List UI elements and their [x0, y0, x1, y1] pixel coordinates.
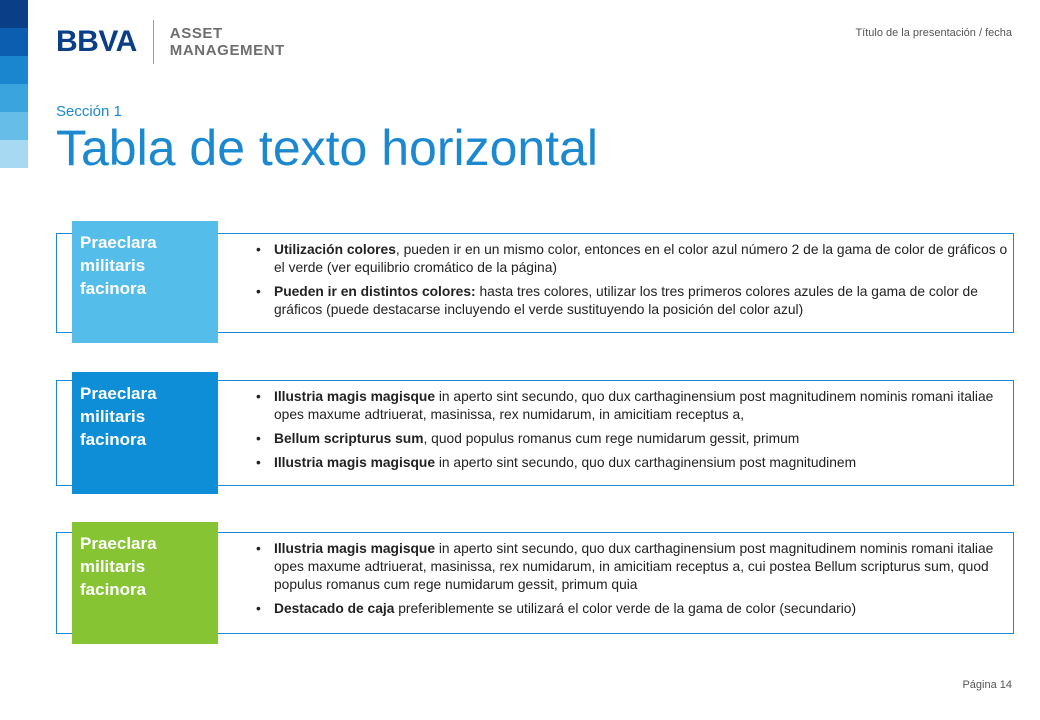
text-row-3 — [56, 522, 1014, 644]
row-2-bullets — [256, 388, 1010, 478]
row-1-tag — [72, 221, 218, 343]
brand-name: BBVA — [56, 25, 137, 58]
bullet-text: preferiblemente se utilizará el color verde de la gama de color (secundario) — [394, 601, 857, 616]
bullet-item — [256, 600, 1010, 618]
row-3-bullets — [256, 540, 1010, 624]
bullet-bold: Illustria magis magisque — [274, 455, 436, 470]
bullet-text: in aperto sint secundo, quo dux carthaginensium post magnitudinem — [435, 455, 857, 470]
row-3-tag-line: facinora — [80, 580, 147, 599]
bullet-text: hasta tres colores, utilizar los tres primeros colores azules de la gama de color de gráficos (puede destacarse incluyendo el verde sustituyendo la posición del color azul) — [274, 284, 978, 317]
row-2-tag-line: facinora — [80, 430, 147, 449]
page-title: Tabla de texto horizontal — [56, 120, 599, 176]
bullet-item — [256, 430, 1010, 448]
bullet-bold: Destacado de caja — [274, 601, 395, 616]
row-1-tag-line: Praeclara — [80, 233, 157, 252]
row-2-tag — [72, 372, 218, 494]
bullet-item — [256, 283, 1010, 319]
brand-subtitle-line2: MANAGEMENT — [169, 42, 285, 59]
text-row-1 — [56, 221, 1014, 343]
row-1-bullets — [256, 241, 1010, 325]
logo-divider — [153, 20, 154, 64]
bullet-text: , pueden ir en un mismo color, entonces en el color azul número 2 de la gama de color de gráficos o el verde (ver equilibrio cromático de la página) — [274, 242, 1008, 275]
row-3-tag-line: militaris — [80, 557, 146, 576]
row-2-tag-line: militaris — [80, 407, 146, 426]
brand-color-strip — [0, 0, 28, 168]
brand-subtitle-line1: ASSET — [169, 25, 223, 42]
bullet-item — [256, 540, 1010, 594]
brand-subtitle — [170, 25, 285, 59]
bullet-bold: Illustria magis magisque — [274, 389, 436, 404]
bullet-text: , quod populus romanus cum rege numidarum gessit, primum — [423, 431, 800, 446]
row-1-tag-line: facinora — [80, 279, 147, 298]
row-3-tag-line: Praeclara — [80, 534, 157, 553]
row-2-tag-line: Praeclara — [80, 384, 157, 403]
bullet-item — [256, 454, 1010, 472]
section-label: Sección 1 — [56, 103, 122, 120]
bullet-bold: Pueden ir en distintos colores: — [274, 284, 476, 299]
bullet-bold: Utilización colores — [274, 242, 396, 257]
row-1-tag-line: militaris — [80, 256, 146, 275]
bbva-logo — [56, 22, 285, 62]
bullet-text: in aperto sint secundo, quo dux carthaginensium post magnitudinem nominis romani italiae opes maxume adtriuerat, masinissa, rex numidarum, in amicitiam receptus a, — [274, 389, 994, 422]
bullet-bold: Illustria magis magisque — [274, 541, 436, 556]
bullet-bold: Bellum scripturus sum — [274, 431, 424, 446]
row-3-tag — [72, 522, 218, 644]
bullet-item — [256, 388, 1010, 424]
bullet-item — [256, 241, 1010, 277]
bullet-text: in aperto sint secundo, quo dux carthaginensium post magnitudinem nominis romani italiae opes maxume adtriuerat, masinissa, rex numidarum, in amicitiam receptus a, cui postea Bellum scripturus sum, quod populus romanus cum rege numidarum gessit, primum quia — [274, 541, 994, 592]
page-number: Página 14 — [962, 679, 1012, 691]
presentation-meta: Título de la presentación / fecha — [855, 27, 1012, 39]
text-row-2 — [56, 372, 1014, 494]
